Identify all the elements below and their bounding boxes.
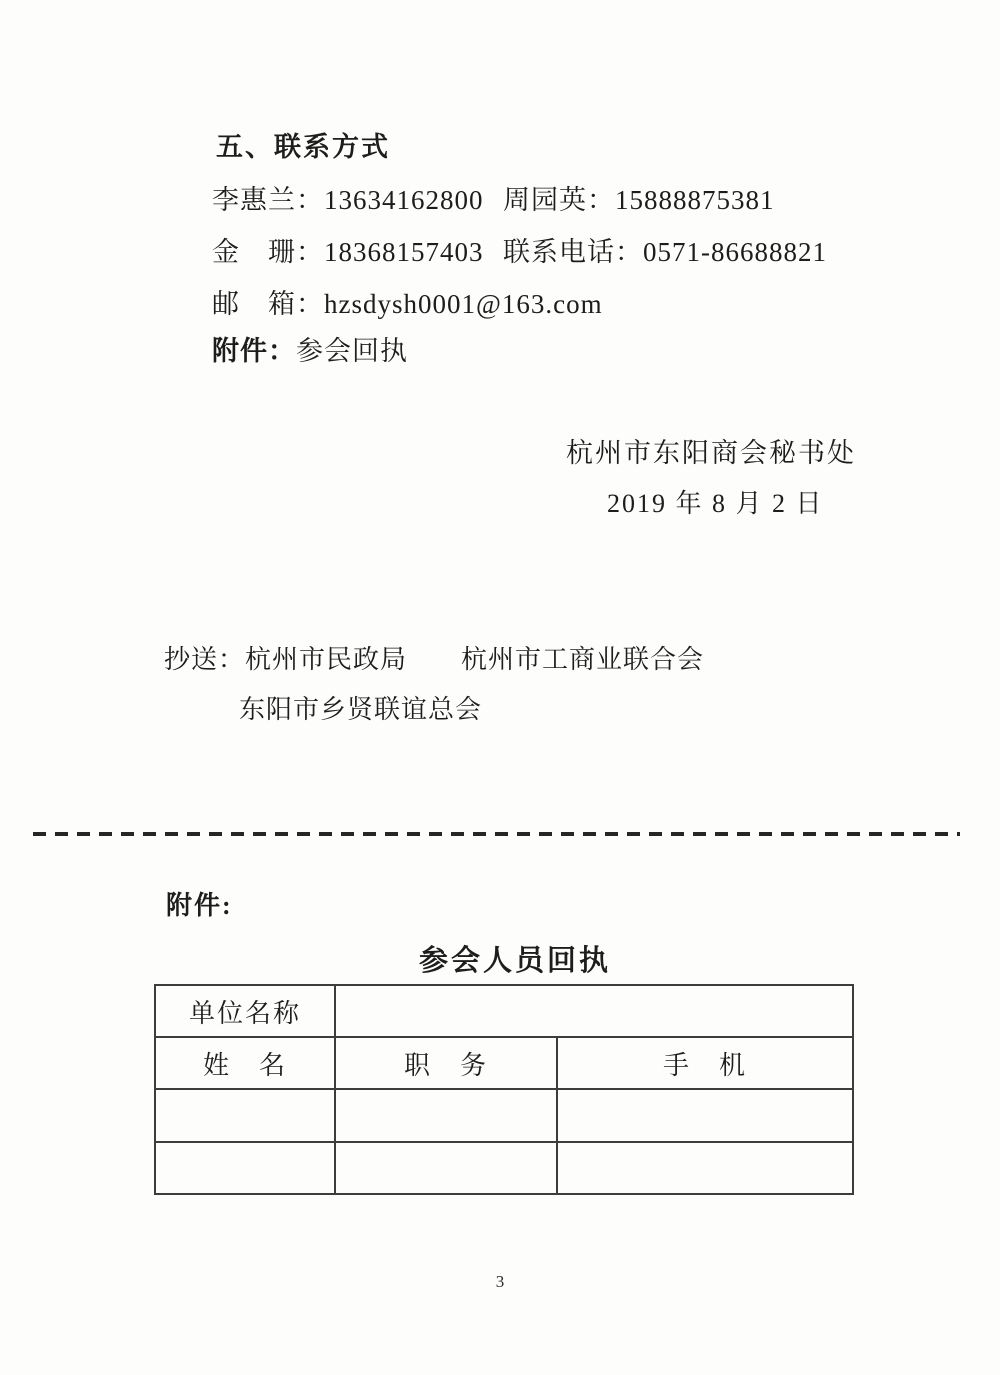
unit-name-label: 单位名称: [155, 985, 335, 1037]
header-mobile: 手 机: [557, 1037, 853, 1089]
attachment-note-value: 参会回执: [296, 336, 408, 366]
cc-line-2: 东阳市乡贤联谊总会: [239, 695, 483, 724]
blank-cell: [335, 1142, 557, 1194]
unit-name-value-cell: [335, 985, 853, 1037]
header-title: 职 务: [335, 1037, 557, 1089]
contact-line-1-right: 周园英：15888875381: [503, 185, 775, 215]
reply-form-table: [154, 984, 854, 1195]
blank-cell: [557, 1142, 853, 1194]
header-name: 姓 名: [155, 1037, 335, 1089]
contact-line-1-left: 李惠兰：13634162800: [212, 185, 484, 215]
email-line: 邮 箱：hzsdysh0001@163.com: [212, 289, 603, 319]
page-number: 3: [495, 1272, 505, 1291]
blank-cell: [557, 1089, 853, 1142]
attachment-section-label: 附件:: [166, 891, 233, 920]
cc-line-1: 抄送：杭州市民政局 杭州市工商业联合会: [164, 645, 705, 674]
table-row-headers: [155, 1037, 853, 1089]
section-heading: 五、联系方式: [216, 132, 390, 162]
blank-cell: [335, 1089, 557, 1142]
dashed-separator: [33, 832, 960, 836]
blank-cell: [155, 1142, 335, 1194]
table-row-unit: [155, 985, 853, 1037]
table-row-blank-1: [155, 1089, 853, 1142]
blank-cell: [155, 1089, 335, 1142]
contact-line-2-left: 金 珊：18368157403: [212, 237, 484, 267]
reply-form-title: 参会人员回执: [418, 945, 611, 977]
contact-line-2-right: 联系电话：0571-86688821: [503, 237, 827, 267]
table-row-blank-2: [155, 1142, 853, 1194]
signature-date: 2019 年 8 月 2 日: [607, 489, 824, 518]
signature-org: 杭州市东阳商会秘书处: [566, 438, 856, 468]
attachment-note-label: 附件：: [212, 336, 296, 366]
attachment-note: [212, 337, 408, 367]
